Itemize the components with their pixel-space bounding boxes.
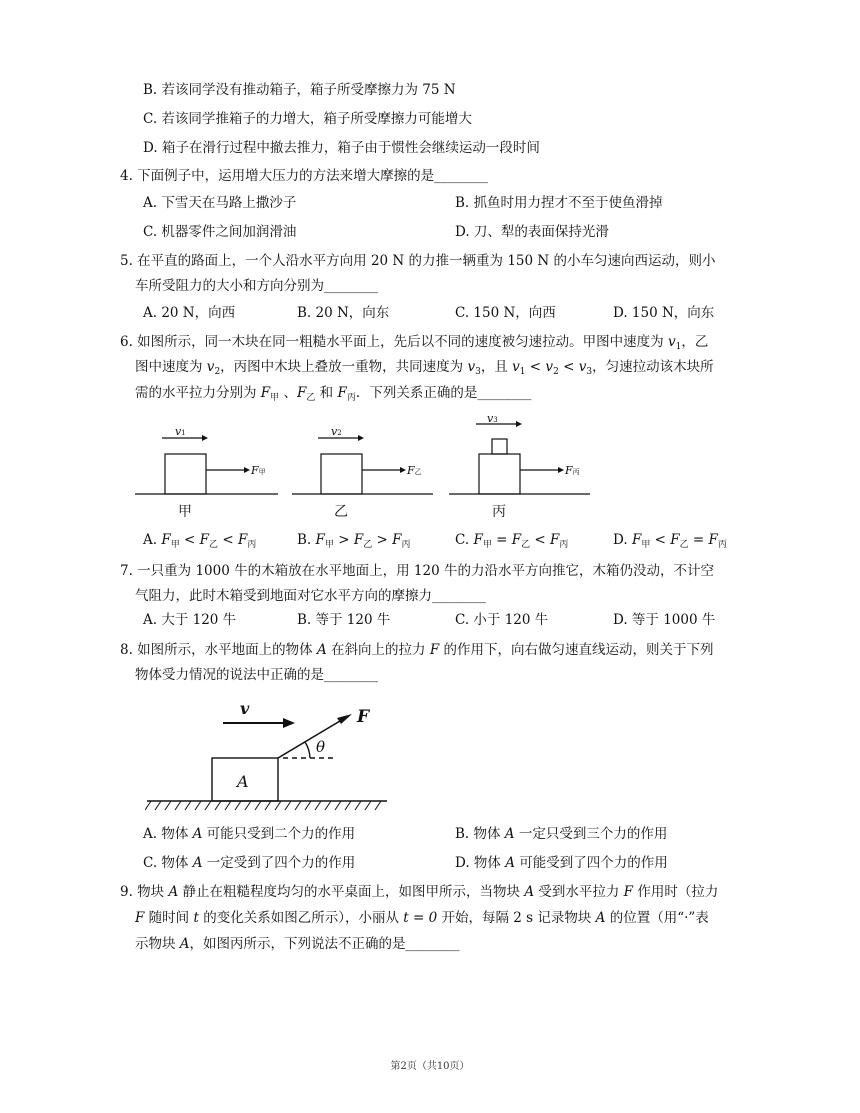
q6-option-d: D. $F_甲 < F_乙 = F_丙$ [613,532,727,550]
q6-stem-line3: 需的水平拉力分别为 $F_甲$ 、$F_乙$ 和 $F_丙$．下列关系正确的是________ [135,385,532,403]
q4-option-b: B. 抓鱼时用力捏才不至于使鱼滑掉 [455,195,663,211]
q3-option-b: B. 若该同学没有推动箱子，箱子所受摩擦力为 75 N [143,82,456,98]
q7-option-b: B. 等于 120 牛 [297,612,391,628]
q6-figure [130,412,730,522]
q6-stem-line1: 6. 如图所示，同一木块在同一粗糙水平面上，先后以不同的速度被匀速拉动。甲图中速度为 $v_1$，乙 [120,334,709,352]
q8-option-b: B. 物体 A 一定只受到三个力的作用 [455,826,668,842]
velocity-label: v [240,700,250,718]
q4-option-a: A. 下雪天在马路上撒沙子 [143,195,297,211]
q8-figure [145,700,395,820]
q5-option-a: A. 20 N，向西 [143,305,236,321]
weight-bing [492,439,507,454]
q7-option-d: D. 等于 1000 牛 [613,612,716,628]
figure-caption-jia: 甲 [178,504,192,520]
block-jia [165,454,206,494]
force-label: F [357,707,370,727]
q4-option-c: C. 机器零件之间加润滑油 [143,224,297,240]
q6-option-b: B. $F_甲 > F_乙 > F_丙$ [297,532,411,550]
force-label-jia: F甲 [251,464,266,477]
q9-stem-line3: 示物块 A，如图丙所示，下列说法不正确的是________ [135,936,460,952]
velocity-arrowhead [283,718,295,728]
q5-stem-line1: 5. 在平直的路面上，一个人沿水平方向用 20 N 的力推一辆重为 150 N 的小车匀速向西运动，则小 [120,253,716,269]
q7-option-a: A. 大于 120 牛 [143,612,237,628]
q8-stem-line1: 8. 如图所示，水平地面上的物体 A 在斜向上的拉力 F 的作用下，向右做匀速直线运动，则关于下列 [120,642,714,658]
q5-option-d: D. 150 N，向东 [613,305,715,321]
q3-option-c: C. 若该同学推箱子的力增大，箱子所受摩擦力可能增大 [143,111,472,127]
figure-caption-bing: 丙 [492,504,506,520]
q5-option-c: C. 150 N，向西 [455,305,556,321]
block-label: A [237,772,249,791]
q8-stem-line2: 物体受力情况的说法中正确的是________ [135,667,378,683]
force-label-bing: F丙 [565,464,580,477]
velocity-label-yi: v2 [331,425,342,438]
page-footer: 第2页（共10页） [390,1061,470,1072]
q6-option-a: A. $F_甲 < F_乙 < F_丙$ [143,532,257,550]
q8-option-a: A. 物体 A 可能只受到二个力的作用 [143,826,356,842]
q9-stem-line2: F 随时间 t 的变化关系如图乙所示），小丽从 t = 0 开始，每隔 2 s 记录物块 A 的位置（用“·”表 [135,910,709,926]
q8-option-d: D. 物体 A 可能受到了四个力的作用 [455,855,668,871]
q6-stem-line2: 图中速度为 $v_2$，丙图中木块上叠放一重物，共同速度为 $v_3$，且 $v_1 < v_2 < v_3$，匀速拉动该木块所 [135,359,714,377]
q5-stem-line2: 车所受阻力的大小和方向分别为________ [135,278,378,294]
q9-stem-line1: 9. 物块 A 静止在粗糙程度均匀的水平桌面上，如图甲所示，当物块 A 受到水平拉力 F 作用时（拉力 [120,884,719,900]
q6-option-c: C. $F_甲 = F_乙 < F_丙$ [455,532,569,550]
q8-option-c: C. 物体 A 一定受到了四个力的作用 [143,855,356,871]
q7-stem-line1: 7. 一只重为 1000 牛的木箱放在水平地面上，用 120 牛的力沿水平方向推它，木箱仍没动，不计空 [120,563,714,579]
ground-hatching [145,801,381,810]
force-arrowhead [337,714,352,724]
q3-option-d: D. 箱子在滑行过程中撤去推力，箱子由于惯性会继续运动一段时间 [143,140,540,156]
q7-stem-line2: 气阻力，此时木箱受到地面对它水平方向的摩擦力________ [135,588,486,604]
q7-option-c: C. 小于 120 牛 [455,612,549,628]
q5-option-b: B. 20 N，向东 [297,305,390,321]
block-bing [479,454,520,494]
velocity-label-jia: v1 [175,425,186,438]
angle-arc [305,742,310,758]
velocity-label-bing: v3 [487,412,498,425]
angle-label: θ [316,738,326,756]
q4-stem: 4. 下面例子中，运用增大压力的方法来增大摩擦的是________ [120,168,489,184]
figure-caption-yi: 乙 [334,504,348,520]
force-label-yi: F乙 [407,464,422,477]
q4-option-d: D. 刀、犁的表面保持光滑 [455,224,609,240]
block-yi [321,454,362,494]
